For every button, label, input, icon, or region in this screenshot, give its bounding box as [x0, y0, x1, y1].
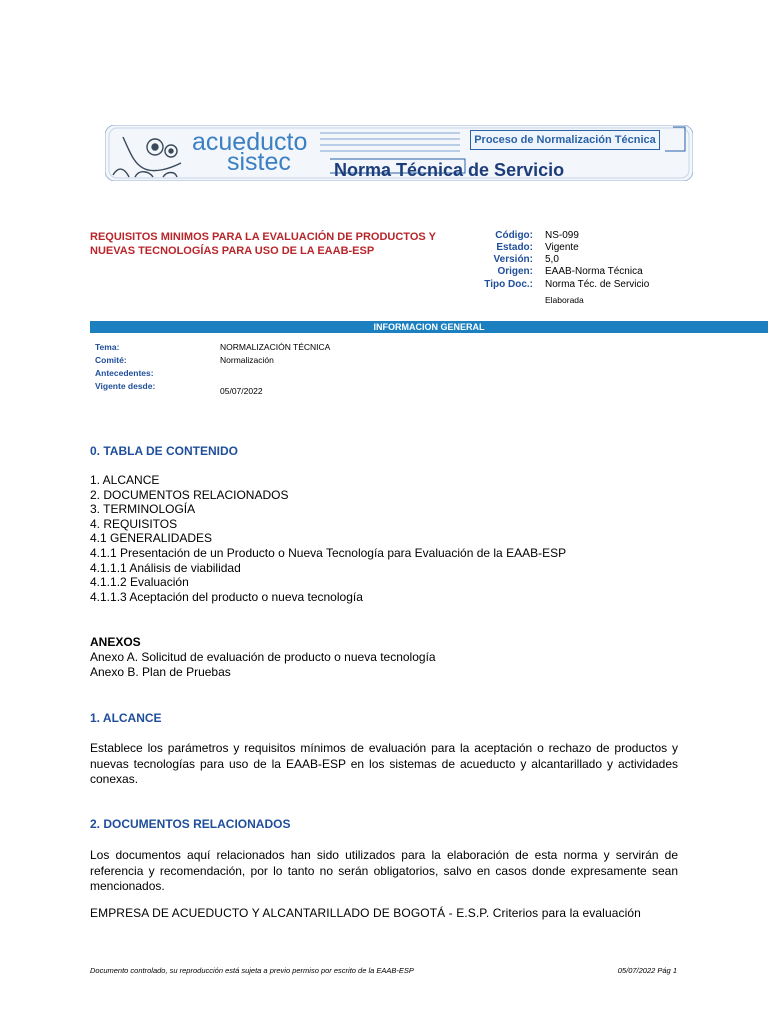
- norma-title: Norma Técnica de Servicio: [334, 160, 565, 180]
- logo-sistec-text: sistec: [227, 148, 291, 176]
- gen-value-vigente: 05/07/2022: [220, 386, 263, 396]
- meta-label-tipo-doc: Tipo Doc.:: [484, 279, 533, 290]
- footer-page: 05/07/2022 Pág 1: [617, 966, 677, 975]
- document-title: REQUISITOS MINIMOS PARA LA EVALUACIÓN DE PRODUCTOS Y NUEVAS TECNOLOGÍAS PARA USO DE LA EAAB-ESP: [90, 231, 436, 257]
- meta-label-codigo: Código:: [495, 230, 533, 241]
- meta-value-estado: Vigente: [545, 242, 579, 253]
- toc-heading: 0. TABLA DE CONTENIDO: [90, 444, 239, 458]
- footer-note: Documento controlado, su reproducción está sujeta a previo permiso por escrito de la EAAB-ESP: [90, 966, 414, 975]
- gen-label-antecedentes: Antecedentes:: [95, 368, 154, 378]
- info-general-bar: INFORMACION GENERAL: [90, 321, 768, 333]
- meta-label-estado: Estado:: [496, 242, 533, 253]
- section-alcance-text: Establece los parámetros y requisitos mínimos de evaluación para la aceptación o rechazo de productos y nuevas tecnologías para uso de la EAAB-ESP en los sistemas de acueducto y alcantarillado y actividades conexas.: [90, 741, 678, 786]
- section-documentos-heading: 2. DOCUMENTOS RELACIONADOS: [90, 817, 291, 831]
- gen-label-comite: Comité:: [95, 355, 127, 365]
- meta-value-tipo-doc: Norma Téc. de Servicio: [545, 279, 650, 290]
- annexes-list: [90, 650, 436, 680]
- meta-label-version: Versión:: [493, 254, 533, 265]
- annex-item: Anexo A. Solicitud de evaluación de producto o nueva tecnología: [90, 650, 436, 664]
- meta-value-version: 5,0: [545, 254, 559, 265]
- section-documentos-text: Los documentos aquí relacionados han sido utilizados para la elaboración de esta norma y servirán de referencia y recomendación, por lo tanto no serán obligatorios, salvo en casos donde expresamente sean mencionados.: [90, 848, 678, 893]
- gen-label-tema: Tema:: [95, 342, 120, 352]
- toc-item: 4.1 GENERALIDADES: [90, 531, 213, 546]
- toc-item: 3. TERMINOLOGÍA: [90, 502, 196, 517]
- toc-item: 4.1.1 Presentación de un Producto o Nueva Tecnología para Evaluación de la EAAB-ESP: [90, 545, 567, 560]
- gen-value-tema: NORMALIZACIÓN TÉCNICA: [220, 342, 331, 352]
- toc-item: 1. ALCANCE: [90, 473, 160, 487]
- toc-item: 4. REQUISITOS: [90, 516, 178, 531]
- section-alcance-heading: 1. ALCANCE: [90, 711, 162, 725]
- toc-list: [90, 473, 566, 604]
- annex-item: Anexo B. Plan de Pruebas: [90, 665, 231, 679]
- meta-value-origen: EAAB-Norma Técnica: [545, 266, 643, 277]
- gen-label-vigente: Vigente desde:: [95, 381, 156, 391]
- logo-acueducto-text: acueducto: [192, 128, 308, 156]
- meta-label-origen: Origen:: [497, 266, 533, 277]
- toc-item: 4.1.1.1 Análisis de viabilidad: [90, 560, 241, 575]
- annexes-heading: ANEXOS: [90, 635, 141, 649]
- toc-item: 2. DOCUMENTOS RELACIONADOS: [90, 487, 289, 502]
- section-documentos-text2: EMPRESA DE ACUEDUCTO Y ALCANTARILLADO DE BOGOTÁ - E.S.P. Criterios para la evaluación: [90, 906, 641, 920]
- toc-item: 4.1.1.3 Aceptación del producto o nueva tecnología: [90, 589, 363, 604]
- meta-elaborada: Elaborada: [545, 295, 584, 305]
- meta-value-codigo: NS-099: [545, 230, 579, 241]
- toc-item: 4.1.1.2 Evaluación: [90, 575, 189, 590]
- gen-value-comite: Normalización: [220, 355, 274, 365]
- process-label: Proceso de Normalización Técnica: [470, 130, 660, 150]
